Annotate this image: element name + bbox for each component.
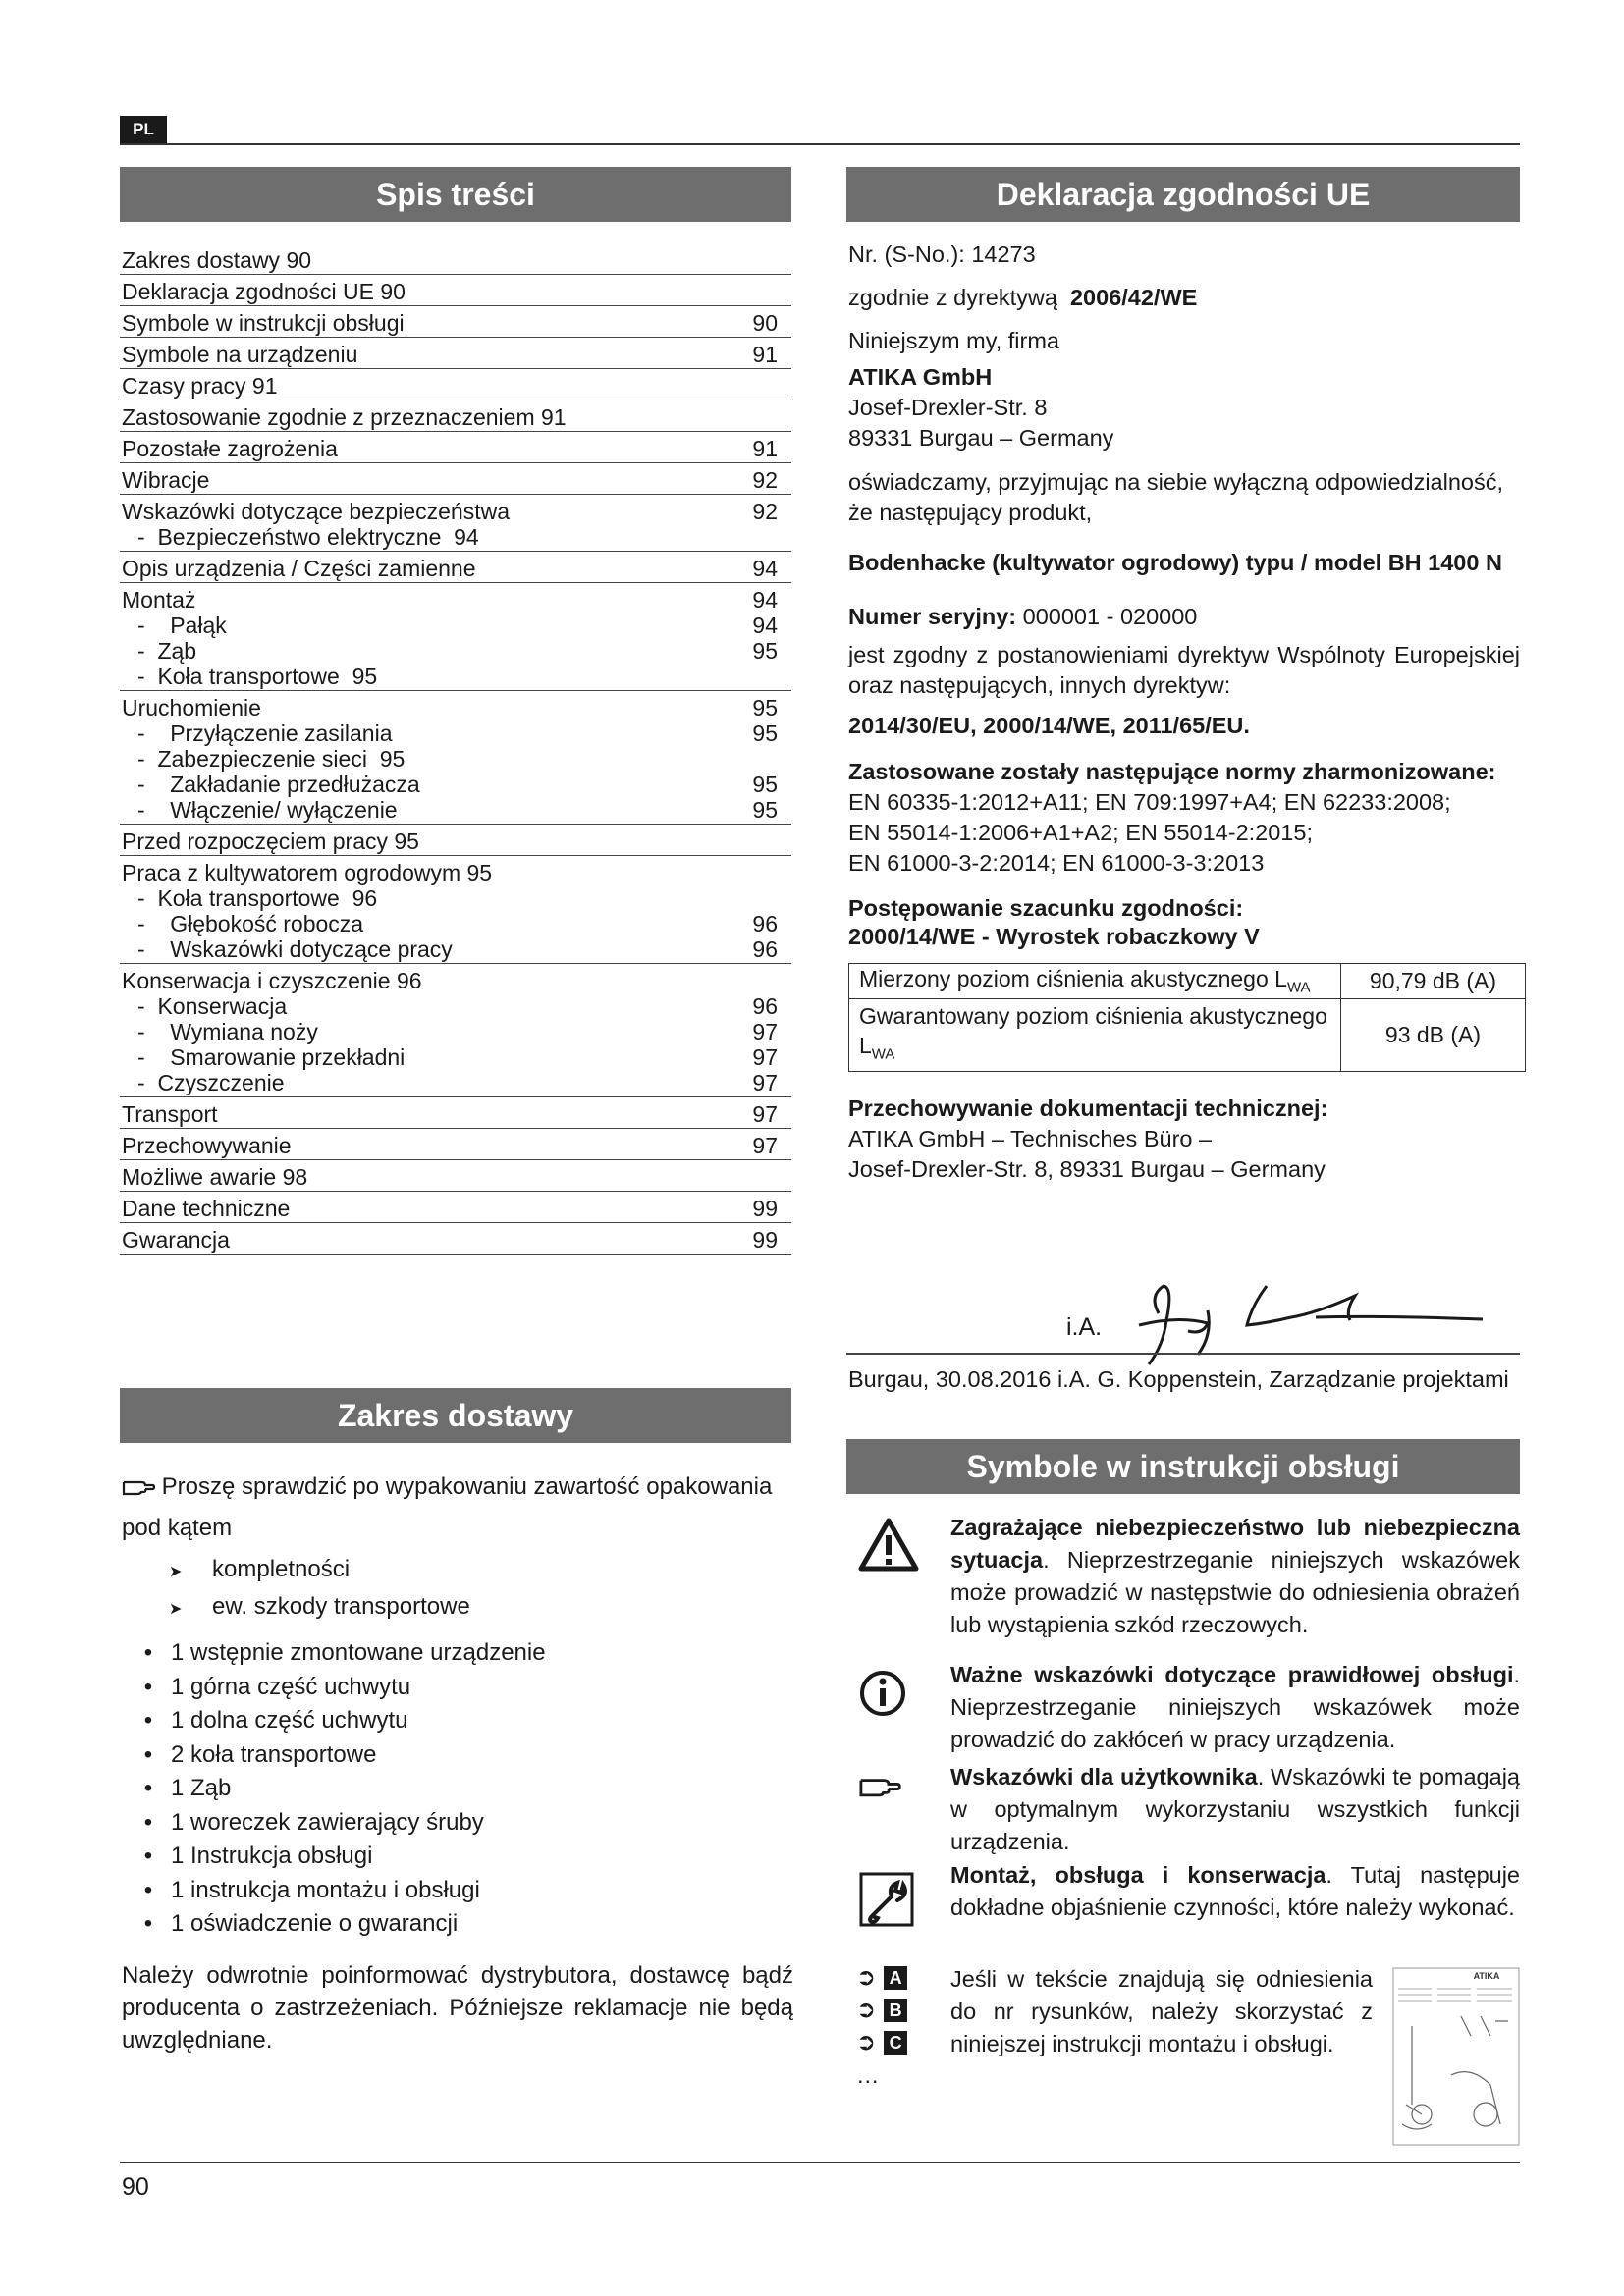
toc-entry[interactable] bbox=[120, 306, 791, 338]
toc-subentry-page: 95 bbox=[752, 772, 778, 797]
noise-table bbox=[848, 963, 1526, 1072]
list-item bbox=[169, 1553, 799, 1590]
toc-entry-page: 91 bbox=[752, 342, 778, 367]
list-item bbox=[126, 1806, 799, 1841]
arrow-bullet-icon: ➤ bbox=[169, 1564, 183, 1580]
symbol-row bbox=[846, 1859, 1520, 1955]
toc-entry-page: 94 bbox=[752, 556, 778, 581]
table-row bbox=[849, 998, 1526, 1072]
bullet-icon: • bbox=[143, 1673, 153, 1700]
toc-entry[interactable] bbox=[120, 1097, 791, 1129]
toc-subentry-page: 95 bbox=[752, 721, 778, 746]
toc-subentry-label: - Zakładanie przedłużacza bbox=[137, 772, 420, 797]
toc-subentry-label: - Wskazówki dotyczące pracy bbox=[137, 936, 453, 962]
symbol-row bbox=[846, 1761, 1520, 1859]
toc-entry-page: 92 bbox=[752, 499, 778, 524]
toc-subentry-page: 97 bbox=[752, 1019, 778, 1044]
list-item bbox=[126, 1704, 799, 1738]
toc-entry-label: Praca z kultywatorem ogrodowym 95 bbox=[122, 860, 493, 885]
toc-subentry-page: 94 bbox=[752, 613, 778, 638]
toc-entry[interactable] bbox=[120, 243, 791, 275]
table-of-contents bbox=[120, 243, 791, 1255]
toc-entry[interactable] bbox=[120, 964, 791, 1097]
symbol-bold-text: Zagrażające niebezpieczeństwo lub niebezpieczna sytuacja bbox=[950, 1515, 1520, 1573]
toc-entry-page: 97 bbox=[752, 1101, 778, 1127]
toc-subentry-label: - Wymiana noży bbox=[137, 1019, 318, 1044]
toc-subentry-label: - Smarowanie przekładni bbox=[137, 1044, 406, 1070]
toc-entry-page: 94 bbox=[752, 587, 778, 613]
toc-entry[interactable] bbox=[120, 432, 791, 463]
toc-entry-label: Konserwacja i czyszczenie 96 bbox=[122, 968, 422, 993]
symbol-text: . Wskazówki te pomagają w optymalnym wykorzystaniu wszystkich funkcji urządzenia. bbox=[950, 1764, 1520, 1854]
toc-subentry[interactable] bbox=[122, 1044, 778, 1070]
bullet-icon: • bbox=[143, 1808, 153, 1836]
toc-entry-label: Opis urządzenia / Części zamienne bbox=[122, 556, 476, 581]
toc-entry[interactable] bbox=[120, 1129, 791, 1160]
symbol-description bbox=[950, 1761, 1520, 1859]
toc-subentry-label: - Włączenie/ wyłączenie bbox=[137, 797, 398, 823]
toc-entry-page: 95 bbox=[752, 695, 778, 721]
declaration-statement bbox=[848, 467, 1520, 528]
toc-subentry-page: 97 bbox=[752, 1070, 778, 1095]
serial-label: Numer seryjny: bbox=[848, 604, 1017, 629]
norms-list bbox=[848, 787, 1520, 879]
delivery-title: Zakres dostawy bbox=[120, 1388, 791, 1443]
toc-subentry-page: 96 bbox=[752, 911, 778, 936]
symbols-title: Symbole w instrukcji obsługi bbox=[846, 1439, 1520, 1494]
symbol-description bbox=[950, 1512, 1520, 1659]
delivery-item-label: 1 dolna część uchwytu bbox=[171, 1707, 408, 1734]
list-item bbox=[126, 1907, 799, 1942]
docs-line2: Josef-Drexler-Str. 8, 89331 Burgau – Germany bbox=[848, 1156, 1326, 1183]
bullet-icon: • bbox=[143, 1842, 153, 1869]
toc-subentry[interactable] bbox=[122, 772, 778, 797]
arrow-bullet-icon: ➤ bbox=[169, 1600, 183, 1618]
warning-triangle-icon bbox=[846, 1512, 950, 1659]
toc-entry[interactable] bbox=[120, 338, 791, 369]
toc-subentry-label: - Przyłączenie zasilania bbox=[137, 721, 393, 746]
toc-subentry[interactable] bbox=[122, 1070, 778, 1095]
list-item bbox=[126, 1738, 799, 1773]
toc-entry[interactable] bbox=[120, 495, 791, 552]
manual-thumbnail bbox=[1392, 1967, 1520, 2146]
noise-measured-label: Mierzony poziom ciśnienia akustycznego $L_{WA}$ bbox=[849, 964, 1341, 999]
toc-entry[interactable] bbox=[120, 1160, 791, 1192]
serial-value: 000001 - 020000 bbox=[1022, 604, 1198, 629]
symbol-bold-text: Ważne wskazówki dotyczące prawidłowej obsługi bbox=[950, 1662, 1514, 1687]
bullet-icon: • bbox=[143, 1740, 153, 1768]
toc-subentry-page: 95 bbox=[752, 638, 778, 664]
toc-entry-label: Gwarancja bbox=[122, 1227, 230, 1253]
toc-subentry-label: - Pałąk bbox=[137, 613, 227, 638]
toc-subentry[interactable] bbox=[122, 993, 778, 1019]
toc-subentry-page: 95 bbox=[752, 797, 778, 823]
noise-guaranteed-label: Gwarantowany poziom ciśnienia akustycznego $L_{WA}$ bbox=[849, 998, 1341, 1072]
toc-entry-label: Przed rozpoczęciem pracy 95 bbox=[122, 828, 419, 854]
serial-number bbox=[848, 602, 1520, 632]
bullet-icon: • bbox=[143, 1639, 153, 1666]
symbol-description bbox=[950, 1659, 1520, 1761]
toc-entry-label: Symbole na urządzeniu bbox=[122, 342, 358, 367]
norm-line: EN 61000-3-2:2014; EN 61000-3-3:2013 bbox=[848, 850, 1265, 876]
product-name: Bodenhacke (kultywator ogrodowy) typu / model BH 1400 N bbox=[848, 550, 1502, 575]
toc-entry-label: Symbole w instrukcji obsługi bbox=[122, 310, 405, 336]
figure-letter-box: C bbox=[884, 2031, 907, 2055]
norm-line: EN 55014-1:2006+A1+A2; EN 55014-2:2015; bbox=[848, 820, 1313, 845]
top-divider bbox=[120, 143, 1520, 145]
bottom-divider bbox=[120, 2162, 1520, 2163]
toc-subentry[interactable] bbox=[122, 797, 778, 823]
toc-entry[interactable] bbox=[120, 1192, 791, 1223]
toc-entry-page: 91 bbox=[752, 436, 778, 461]
toc-entry-label: Pozostałe zagrożenia bbox=[122, 436, 338, 461]
symbol-text: . Nieprzestrzeganie niniejszych wskazówek może prowadzić w następstwie do odniesienia obrażeń lub wystąpienia szkód rzeczowych. bbox=[950, 1547, 1520, 1637]
delivery-item-label: 1 instrukcja montażu i obsługi bbox=[171, 1876, 480, 1903]
toc-subentry-label: - Czyszczenie bbox=[137, 1070, 285, 1095]
toc-entry-page: 99 bbox=[752, 1196, 778, 1221]
signature-line: Burgau, 30.08.2016 i.A. G. Koppenstein, Zarządzanie projektami bbox=[848, 1366, 1509, 1392]
symbol-row bbox=[846, 1512, 1520, 1659]
pointing-hand-icon bbox=[122, 1472, 155, 1510]
toc-entry[interactable] bbox=[120, 825, 791, 856]
delivery-intro-line2: pod kątem bbox=[122, 1515, 233, 1541]
toc-entry[interactable] bbox=[120, 691, 791, 825]
company-city: 89331 Burgau – Germany bbox=[848, 425, 1114, 451]
norms-title: Zastosowane zostały następujące normy zharmonizowane: bbox=[848, 759, 1496, 784]
toc-entry-label: Zakres dostawy 90 bbox=[122, 247, 312, 273]
company-street: Josef-Drexler-Str. 8 bbox=[848, 395, 1048, 420]
toc-subentry[interactable] bbox=[122, 638, 778, 664]
norm-line: EN 60335-1:2012+A11; EN 709:1997+A4; EN 62233:2008; bbox=[848, 789, 1451, 815]
toc-subentry[interactable] bbox=[122, 524, 778, 550]
toc-subentry-label: - Bezpieczeństwo elektryczne 94 bbox=[137, 524, 479, 550]
toc-entry-label: Czasy pracy 91 bbox=[122, 373, 278, 399]
declaration-title: Deklaracja zgodności UE bbox=[846, 167, 1520, 222]
delivery-item-label: 1 wstępnie zmontowane urządzenie bbox=[171, 1639, 546, 1666]
toc-subentry-label: - Koła transportowe 95 bbox=[137, 664, 378, 689]
toc-entry-label: Przechowywanie bbox=[122, 1133, 292, 1158]
docs-line1: ATIKA GmbH – Technisches Büro – bbox=[848, 1126, 1213, 1152]
list-item bbox=[126, 1772, 799, 1806]
symbol-text: . Nieprzestrzeganie niniejszych wskazówek może prowadzić do zakłóceń w pracy urządzenia. bbox=[950, 1662, 1520, 1752]
noise-guaranteed-value: 93 dB (A) bbox=[1341, 998, 1526, 1072]
figure-letter-box: B bbox=[884, 1999, 907, 2022]
bullet-icon: • bbox=[143, 1707, 153, 1734]
figure-ref bbox=[856, 1996, 907, 2028]
arrow-right-icon: ➲ bbox=[856, 1997, 877, 2023]
delivery-item-label: 1 górna część uchwytu bbox=[171, 1673, 411, 1700]
toc-entry-label: Uruchomienie bbox=[122, 695, 261, 721]
delivery-item-label: 1 Instrukcja obsługi bbox=[171, 1842, 373, 1869]
declaration-number: Nr. (S-No.): 14273 bbox=[848, 241, 1036, 267]
other-directives: 2014/30/EU, 2000/14/WE, 2011/65/EU. bbox=[848, 713, 1250, 738]
figure-letter-box: A bbox=[884, 1966, 907, 1990]
delivery-item-label: 1 Ząb bbox=[171, 1775, 232, 1801]
ia-label: i.A. bbox=[1066, 1313, 1103, 1341]
toc-subentry-label: - Ząb bbox=[137, 638, 197, 664]
symbol-row bbox=[846, 1659, 1520, 1761]
toc-subentry[interactable] bbox=[122, 664, 778, 689]
toc-entry[interactable] bbox=[120, 856, 791, 964]
figure-ref bbox=[856, 2028, 907, 2060]
thumbnail-brand: ATIKA bbox=[1473, 1971, 1500, 1981]
assessment-title: Postępowanie szacunku zgodności: bbox=[848, 895, 1244, 921]
toc-entry-label: Transport bbox=[122, 1101, 218, 1127]
list-item bbox=[126, 1840, 799, 1874]
delivery-intro bbox=[122, 1468, 799, 1547]
delivery-intro-line1: Proszę sprawdzić po wypakowaniu zawartość opakowania bbox=[161, 1473, 773, 1500]
toc-subentry[interactable] bbox=[122, 885, 778, 911]
delivery-item-label: 1 oświadczenie o gwarancji bbox=[171, 1910, 459, 1937]
figure-refs bbox=[856, 1963, 907, 2090]
directive-prefix: zgodnie z dyrektywą bbox=[848, 285, 1057, 310]
symbol-description bbox=[950, 1859, 1520, 1955]
toc-entry-label: Możliwe awarie 98 bbox=[122, 1164, 308, 1190]
toc-subentry[interactable] bbox=[122, 911, 778, 936]
toc-entry-label: Dane techniczne bbox=[122, 1196, 291, 1221]
company-name: ATIKA GmbH bbox=[848, 364, 993, 390]
arrow-right-icon: ➲ bbox=[856, 1964, 877, 1991]
delivery-item-label: 2 koła transportowe bbox=[171, 1740, 377, 1768]
toc-subentry-page: 96 bbox=[752, 993, 778, 1019]
toc-entry-label: Montaż bbox=[122, 587, 196, 613]
check-list bbox=[122, 1553, 799, 1627]
complies-text: jest zgodny z postanowieniami dyrektyw Wspólnoty Europejskiej oraz następujących, innych dyrektyw: bbox=[848, 642, 1520, 698]
toc-entry[interactable] bbox=[120, 463, 791, 495]
directive-number: 2006/42/WE bbox=[1069, 285, 1198, 310]
check-label: ew. szkody transportowe bbox=[212, 1592, 470, 1620]
toc-entry-page: 90 bbox=[752, 310, 778, 336]
toc-entry-page: 97 bbox=[752, 1133, 778, 1158]
toc-entry[interactable] bbox=[120, 400, 791, 432]
toc-entry[interactable] bbox=[120, 369, 791, 400]
declaration-directive bbox=[848, 283, 1520, 313]
symbol-bold-text: Wskazówki dla użytkownika bbox=[950, 1764, 1258, 1789]
toc-subentry[interactable] bbox=[122, 936, 778, 962]
symbol-bold-text: Montaż, obsługa i konserwacja bbox=[950, 1862, 1326, 1888]
toc-entry[interactable] bbox=[120, 1223, 791, 1255]
delivery-item-list bbox=[122, 1636, 799, 1942]
language-badge: PL bbox=[120, 116, 167, 143]
signature bbox=[1119, 1266, 1492, 1374]
signature-rule bbox=[846, 1353, 1520, 1355]
pointing-hand-icon bbox=[846, 1761, 950, 1859]
delivery-section bbox=[122, 1468, 799, 2056]
we-firm-text: Niniejszym my, firma bbox=[848, 328, 1059, 353]
assessment-value: 2000/14/WE - Wyrostek robaczkowy V bbox=[848, 924, 1260, 949]
figure-ref bbox=[856, 1963, 907, 1996]
toc-entry-page: 99 bbox=[752, 1227, 778, 1253]
noise-measured-value: 90,79 dB (A) bbox=[1341, 964, 1526, 999]
toc-subentry-page: 96 bbox=[752, 936, 778, 962]
declare-line1: oświadczamy, przyjmując na siebie wyłączną odpowiedzialność, bbox=[848, 469, 1504, 495]
list-item bbox=[126, 1671, 799, 1705]
wrench-icon bbox=[846, 1859, 950, 1955]
toc-entry-label: Wskazówki dotyczące bezpieczeństwa bbox=[122, 499, 510, 524]
declare-line2: że następujący produkt, bbox=[848, 500, 1093, 525]
toc-entry-label: Zastosowanie zgodnie z przeznaczeniem 91 bbox=[122, 404, 567, 430]
toc-subentry-page: 97 bbox=[752, 1044, 778, 1070]
toc-subentry-label: - Konserwacja bbox=[137, 993, 288, 1019]
bullet-icon: • bbox=[143, 1910, 153, 1937]
declaration-section bbox=[848, 240, 1520, 1185]
arrow-right-icon: ➲ bbox=[856, 2029, 877, 2056]
toc-entry[interactable] bbox=[120, 583, 791, 691]
docs-title: Przechowywanie dokumentacji technicznej: bbox=[848, 1095, 1328, 1122]
bullet-icon: • bbox=[143, 1876, 153, 1903]
toc-subentry[interactable] bbox=[122, 1019, 778, 1044]
info-icon bbox=[846, 1659, 950, 1761]
toc-subentry[interactable] bbox=[122, 613, 778, 638]
toc-title: Spis treści bbox=[120, 167, 791, 222]
toc-entry-label: Wibracje bbox=[122, 467, 210, 493]
symbols-list bbox=[846, 1512, 1520, 1955]
delivery-notice: Należy odwrotnie poinformować dystrybutora, dostawcę bądź producenta o zastrzeżeniach. Późniejsze reklamacje nie będą uwzględniane. bbox=[122, 1961, 793, 2054]
toc-subentry[interactable] bbox=[122, 746, 778, 772]
toc-subentry-label: - Koła transportowe 96 bbox=[137, 885, 378, 911]
toc-subentry[interactable] bbox=[122, 721, 778, 746]
refs-ellipsis: … bbox=[856, 2062, 880, 2088]
toc-entry[interactable] bbox=[120, 275, 791, 306]
table-row bbox=[849, 964, 1526, 999]
toc-entry-label: Deklaracja zgodności UE 90 bbox=[122, 279, 406, 304]
toc-subentry-label: - Głębokość robocza bbox=[137, 911, 364, 936]
list-item bbox=[126, 1636, 799, 1671]
delivery-item-label: 1 woreczek zawierający śruby bbox=[171, 1808, 484, 1836]
toc-entry-page: 92 bbox=[752, 467, 778, 493]
list-item bbox=[126, 1874, 799, 1908]
check-label: kompletności bbox=[212, 1556, 351, 1582]
toc-subentry-label: - Zabezpieczenie sieci 95 bbox=[137, 746, 406, 772]
list-item bbox=[169, 1590, 799, 1628]
symbol-text: . Tutaj następuje dokładne objaśnienie czynności, które należy wykonać. bbox=[950, 1862, 1520, 1920]
toc-entry[interactable] bbox=[120, 552, 791, 583]
refs-text: Jeśli w tekście znajdują się odniesienia do nr rysunków, należy skorzystać z niniejszej instrukcji montażu i obsługi. bbox=[950, 1966, 1373, 2056]
page-number: 90 bbox=[122, 2173, 149, 2201]
bullet-icon: • bbox=[143, 1775, 153, 1801]
